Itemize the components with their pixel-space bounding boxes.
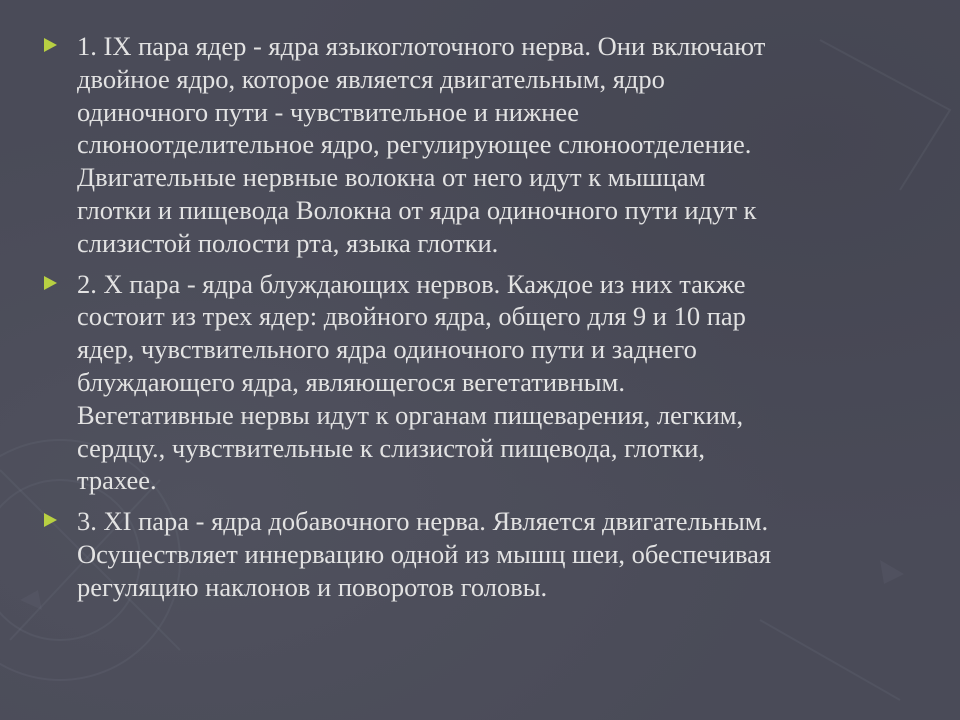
text-line: глотки и пищевода Волокна от ядра одиночного пути идут к: [77, 194, 757, 225]
text-line: Двигательные нервные волокна от него идут к мышцам: [77, 162, 706, 193]
text-line: регуляцию наклонов и поворотов головы.: [77, 571, 548, 602]
text-line: одиночного пути - чувствительное и нижнее: [77, 96, 579, 127]
text-line: сердцу., чувствительные к слизистой пищевода, глотки,: [77, 432, 706, 463]
text-line: состоит из трех ядер: двойного ядра, общего для 9 и 10 пар: [77, 301, 746, 332]
text-line: слюноотделительное ядро, регулирующее слюноотделение.: [77, 129, 752, 160]
arrow-bullet-icon: [44, 513, 57, 527]
text-line: блуждающего ядра, являющегося вегетативным.: [77, 366, 625, 397]
text-line: слизистой полости рта, языка глотки.: [77, 227, 499, 258]
text-line: Осуществляет иннервацию одной из мышц шеи, обеспечивая: [77, 538, 772, 569]
bullet-list: [44, 30, 924, 612]
arrow-bullet-icon: [44, 276, 57, 290]
bullet-text: [77, 268, 924, 498]
arrow-bullet-icon: [44, 38, 57, 52]
text-line: 3. XI пара - ядра добавочного нерва. Является двигательным.: [77, 506, 769, 537]
text-line: двойное ядро, которое является двигательным, ядро: [77, 63, 665, 94]
bullet-text: [77, 505, 924, 603]
text-line: 2. X пара - ядра блуждающих нервов. Каждое из них также: [77, 268, 746, 299]
text-line: Вегетативные нервы идут к органам пищеварения, легким,: [77, 399, 744, 430]
text-line: 1. IX пара ядер - ядра языкоглоточного нерва. Они включают: [77, 31, 766, 61]
text-line: ядер, чувствительного ядра одиночного пути и заднего: [77, 334, 697, 365]
text-line: трахее.: [77, 465, 157, 496]
bullet-text: [77, 30, 924, 260]
bullet-item: [44, 30, 924, 260]
bullet-item: [44, 505, 924, 603]
bullet-item: [44, 268, 924, 498]
